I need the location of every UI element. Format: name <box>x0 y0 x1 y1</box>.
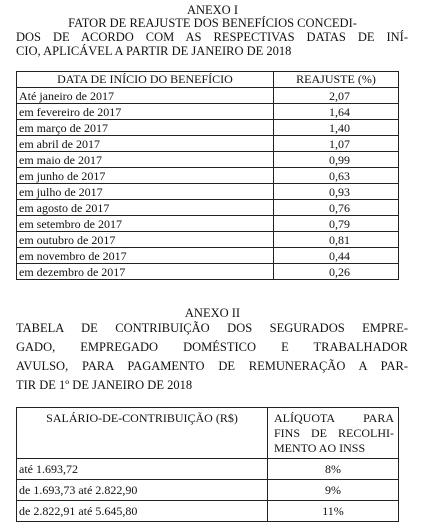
table-row <box>17 168 399 184</box>
annex-1-title-line-1: FATOR DE REAJUSTE DOS BENEFÍCIOS CONCEDI- <box>68 16 357 30</box>
annex-2-title-line-3: AVULSO, PARA PAGAMENTO DE REMUNERAÇÃO A PAR- <box>16 359 408 373</box>
annex-2-title-line-1: TABELA DE CONTRIBUIÇÃO DOS SEGURADOS EMPRE- <box>16 321 408 335</box>
table-header-row <box>17 408 399 459</box>
cell-period: em julho de 2017 <box>17 184 274 200</box>
cell-adjustment: 0,26 <box>274 264 399 280</box>
cell-period: em setembro de 2017 <box>17 216 274 232</box>
cell-adjustment: 0,76 <box>274 200 399 216</box>
table-row <box>17 152 399 168</box>
annex-1-title-line-3: CIO, APLICÁVEL A PARTIR DE JANEIRO DE 2018 <box>16 44 292 58</box>
cell-adjustment: 0,81 <box>274 232 399 248</box>
cell-period: em abril de 2017 <box>17 136 274 152</box>
table-row <box>17 232 399 248</box>
cell-period: Até janeiro de 2017 <box>17 88 274 104</box>
cell-rate: 11% <box>268 501 399 522</box>
cell-adjustment: 0,63 <box>274 168 399 184</box>
cell-adjustment: 2,07 <box>274 88 399 104</box>
cell-adjustment: 0,44 <box>274 248 399 264</box>
column-header-adjustment: REAJUSTE (%) <box>274 72 399 88</box>
cell-period: em novembro de 2017 <box>17 248 274 264</box>
cell-adjustment: 0,93 <box>274 184 399 200</box>
cell-rate: 9% <box>268 480 399 501</box>
cell-adjustment: 0,79 <box>274 216 399 232</box>
table-row <box>17 264 399 280</box>
annex-2-title-line-2: GADO, EMPREGADO DOMÉSTICO E TRABALHADOR <box>16 340 408 354</box>
rate-header-line-2: FINS DE RECOLHI- <box>274 426 394 440</box>
column-header-start-date: DATA DE INÍCIO DO BENEFÍCIO <box>17 72 274 88</box>
cell-period: em fevereiro de 2017 <box>17 104 274 120</box>
table-row <box>17 480 399 501</box>
rate-header-line-3: MENTO AO INSS <box>274 441 366 455</box>
benefit-adjustment-table <box>16 71 399 280</box>
table-row <box>17 136 399 152</box>
annex-1-heading: ANEXO I <box>186 3 239 17</box>
cell-period: em outubro de 2017 <box>17 232 274 248</box>
cell-salary-range: até 1.693,72 <box>17 459 268 480</box>
cell-period: em junho de 2017 <box>17 168 274 184</box>
table-row <box>17 459 399 480</box>
cell-period: em agosto de 2017 <box>17 200 274 216</box>
table-row <box>17 216 399 232</box>
annex-1-title-line-2: DOS DE ACORDO COM AS RESPECTIVAS DATAS DE INÍ- <box>16 30 408 44</box>
cell-salary-range: de 1.693,73 até 2.822,90 <box>17 480 268 501</box>
cell-adjustment: 1,40 <box>274 120 399 136</box>
table-row <box>17 184 399 200</box>
table-row <box>17 501 399 522</box>
cell-salary-range: de 2.822,91 até 5.645,80 <box>17 501 268 522</box>
cell-period: em março de 2017 <box>17 120 274 136</box>
cell-adjustment: 1,64 <box>274 104 399 120</box>
cell-adjustment: 0,99 <box>274 152 399 168</box>
contribution-table <box>16 407 399 522</box>
cell-rate: 8% <box>268 459 399 480</box>
annex-2-title-line-4: TIR DE 1º DE JANEIRO DE 2018 <box>16 378 193 392</box>
cell-adjustment: 1,07 <box>274 136 399 152</box>
annex-2-heading: ANEXO II <box>184 306 241 320</box>
table-row <box>17 88 399 104</box>
cell-period: em maio de 2017 <box>17 152 274 168</box>
cell-period: em dezembro de 2017 <box>17 264 274 280</box>
table-header-row <box>17 72 399 88</box>
column-header-rate <box>268 408 399 459</box>
table-row <box>17 200 399 216</box>
column-header-salary: SALÁRIO-DE-CONTRIBUIÇÃO (R$) <box>17 408 268 459</box>
table-row <box>17 104 399 120</box>
rate-header-line-1: ALÍQUOTA PARA <box>274 411 394 425</box>
table-row <box>17 248 399 264</box>
table-row <box>17 120 399 136</box>
